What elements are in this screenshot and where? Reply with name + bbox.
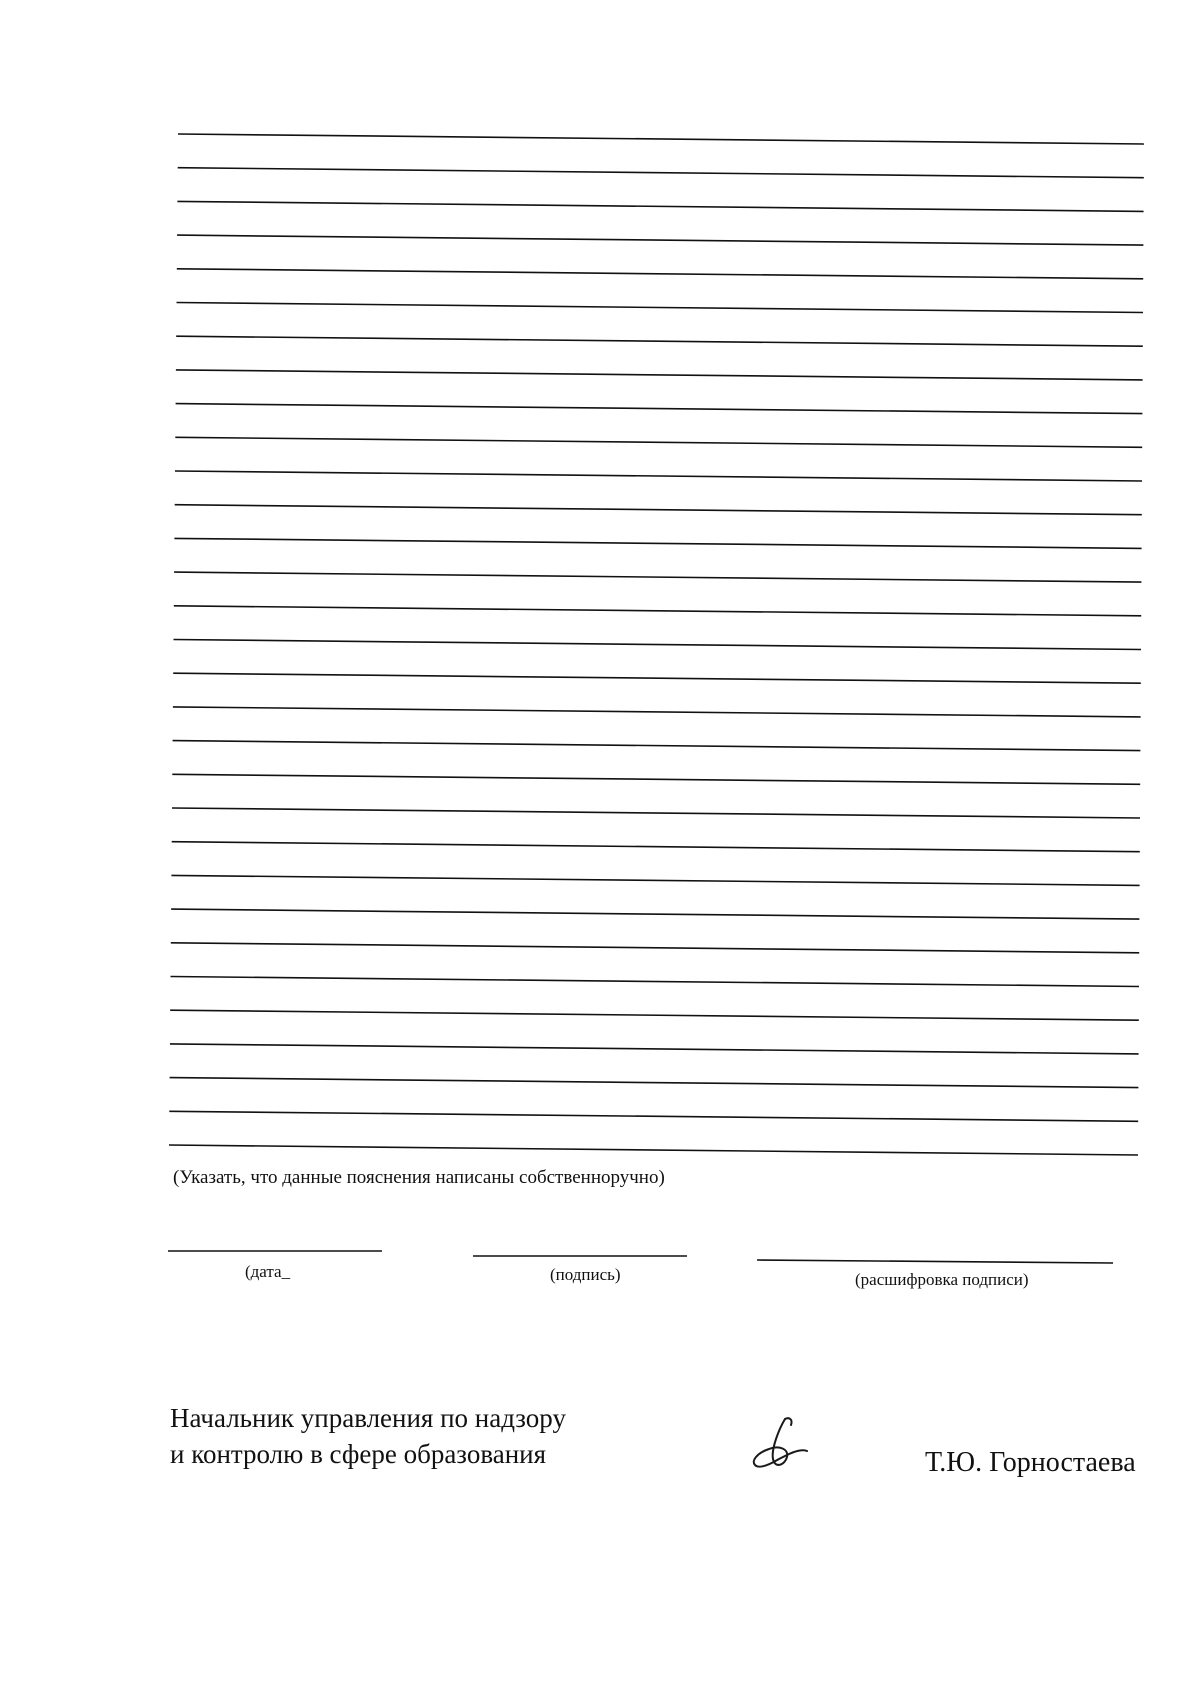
- official-title-line-1: Начальник управления по надзору: [170, 1403, 566, 1433]
- instruction-note: (Указать, что данные пояснения написаны собственноручно): [173, 1167, 665, 1188]
- date-caption: (дата_: [245, 1262, 291, 1281]
- decode-line: [757, 1260, 1113, 1263]
- official-name: Т.Ю. Горностаева: [925, 1447, 1136, 1478]
- decode-caption: (расшифровка подписи): [855, 1270, 1029, 1289]
- official-title-line-2: и контролю в сфере образования: [170, 1439, 547, 1469]
- handwritten-signature: [745, 1415, 835, 1475]
- signature-caption: (подпись): [550, 1265, 621, 1284]
